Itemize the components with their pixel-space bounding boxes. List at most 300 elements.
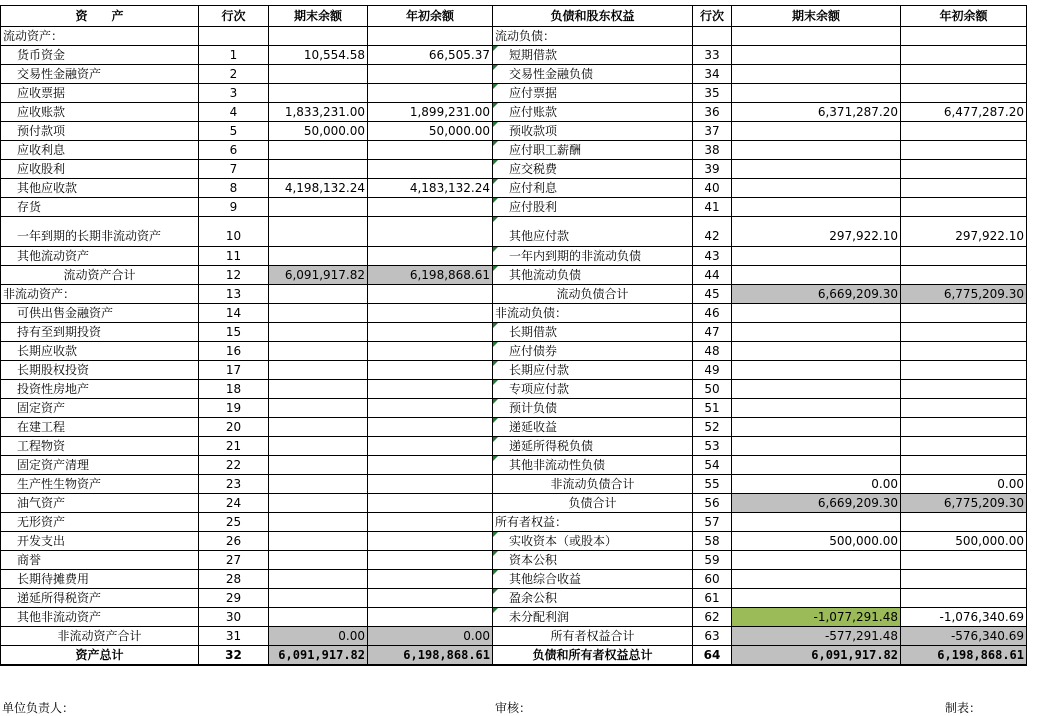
liability-end-balance bbox=[732, 437, 901, 456]
asset-seq: 14 bbox=[199, 304, 269, 323]
liability-begin-balance bbox=[901, 27, 1027, 46]
asset-label: 应收账款 bbox=[1, 103, 199, 122]
asset-seq: 15 bbox=[199, 323, 269, 342]
asset-begin-balance bbox=[368, 589, 493, 608]
liability-end-balance: 6,669,209.30 bbox=[732, 494, 901, 513]
asset-end-balance bbox=[269, 84, 368, 103]
liability-seq: 40 bbox=[693, 179, 732, 198]
asset-label: 商誉 bbox=[1, 551, 199, 570]
liability-label: 一年内到期的非流动负债 bbox=[493, 247, 693, 266]
liability-seq: 50 bbox=[693, 380, 732, 399]
liability-begin-balance bbox=[901, 179, 1027, 198]
asset-seq: 8 bbox=[199, 179, 269, 198]
liability-label: 应交税费 bbox=[493, 160, 693, 179]
liability-label: 应付利息 bbox=[493, 179, 693, 198]
asset-end-balance bbox=[269, 380, 368, 399]
asset-end-balance bbox=[269, 342, 368, 361]
liability-label: 递延收益 bbox=[493, 418, 693, 437]
footer-audit-label: 审核： bbox=[495, 701, 532, 715]
liability-label: 递延所得税负债 bbox=[493, 437, 693, 456]
asset-begin-balance bbox=[368, 247, 493, 266]
liability-label: 应付职工薪酬 bbox=[493, 141, 693, 160]
table-row bbox=[1, 27, 1027, 46]
asset-end-balance bbox=[269, 589, 368, 608]
asset-begin-balance: 6,198,868.61 bbox=[368, 646, 493, 666]
table-row bbox=[1, 198, 1027, 217]
asset-begin-balance bbox=[368, 437, 493, 456]
liability-begin-balance bbox=[901, 304, 1027, 323]
liability-label: 预收款项 bbox=[493, 122, 693, 141]
liability-end-balance: 6,371,287.20 bbox=[732, 103, 901, 122]
liability-seq: 59 bbox=[693, 551, 732, 570]
asset-seq: 11 bbox=[199, 247, 269, 266]
asset-end-balance bbox=[269, 532, 368, 551]
liability-begin-balance: 297,922.10 bbox=[901, 217, 1027, 247]
asset-end-balance bbox=[269, 456, 368, 475]
liability-label: 其他流动负债 bbox=[493, 266, 693, 285]
table-row bbox=[1, 84, 1027, 103]
liability-label: 负债合计 bbox=[493, 494, 693, 513]
asset-end-balance bbox=[269, 141, 368, 160]
asset-begin-balance bbox=[368, 494, 493, 513]
header-seq-right: 行次 bbox=[693, 6, 732, 27]
asset-seq: 30 bbox=[199, 608, 269, 627]
liability-end-balance bbox=[732, 418, 901, 437]
liability-label: 预计负债 bbox=[493, 399, 693, 418]
liability-end-balance bbox=[732, 399, 901, 418]
liability-seq: 49 bbox=[693, 361, 732, 380]
liability-end-balance bbox=[732, 551, 901, 570]
asset-label: 工程物资 bbox=[1, 437, 199, 456]
liability-end-balance bbox=[732, 570, 901, 589]
asset-label: 长期应收款 bbox=[1, 342, 199, 361]
asset-end-balance bbox=[269, 513, 368, 532]
liability-end-balance bbox=[732, 247, 901, 266]
asset-label: 非流动资产： bbox=[1, 285, 199, 304]
asset-begin-balance bbox=[368, 532, 493, 551]
liability-seq: 36 bbox=[693, 103, 732, 122]
liability-label: 未分配利润 bbox=[493, 608, 693, 627]
asset-seq: 19 bbox=[199, 399, 269, 418]
table-row bbox=[1, 570, 1027, 589]
liability-seq: 64 bbox=[693, 646, 732, 666]
asset-begin-balance bbox=[368, 304, 493, 323]
table-row bbox=[1, 247, 1027, 266]
asset-label: 持有至到期投资 bbox=[1, 323, 199, 342]
liability-end-balance: 500,000.00 bbox=[732, 532, 901, 551]
liability-seq: 38 bbox=[693, 141, 732, 160]
liability-seq: 56 bbox=[693, 494, 732, 513]
asset-seq: 9 bbox=[199, 198, 269, 217]
liability-label: 非流动负债： bbox=[493, 304, 693, 323]
asset-begin-balance bbox=[368, 399, 493, 418]
table-row bbox=[1, 141, 1027, 160]
asset-begin-balance bbox=[368, 475, 493, 494]
table-row bbox=[1, 399, 1027, 418]
asset-begin-balance bbox=[368, 551, 493, 570]
asset-seq: 27 bbox=[199, 551, 269, 570]
liability-label: 流动负债： bbox=[493, 27, 693, 46]
asset-begin-balance bbox=[368, 456, 493, 475]
liability-end-balance bbox=[732, 84, 901, 103]
header-end-right: 期末余额 bbox=[732, 6, 901, 27]
asset-seq: 20 bbox=[199, 418, 269, 437]
asset-end-balance bbox=[269, 285, 368, 304]
liability-end-balance bbox=[732, 456, 901, 475]
table-row bbox=[1, 46, 1027, 65]
asset-seq: 28 bbox=[199, 570, 269, 589]
liability-end-balance: -1,077,291.48 bbox=[732, 608, 901, 627]
asset-end-balance bbox=[269, 27, 368, 46]
liability-label: 交易性金融负债 bbox=[493, 65, 693, 84]
asset-end-balance: 50,000.00 bbox=[269, 122, 368, 141]
asset-end-balance: 6,091,917.82 bbox=[269, 646, 368, 666]
asset-seq: 6 bbox=[199, 141, 269, 160]
liability-begin-balance bbox=[901, 247, 1027, 266]
asset-end-balance bbox=[269, 65, 368, 84]
liability-label: 应付股利 bbox=[493, 198, 693, 217]
liability-seq: 53 bbox=[693, 437, 732, 456]
asset-seq: 10 bbox=[199, 217, 269, 247]
asset-begin-balance bbox=[368, 361, 493, 380]
asset-label: 开发支出 bbox=[1, 532, 199, 551]
header-begin-right: 年初余额 bbox=[901, 6, 1027, 27]
header-liab: 负债和股东权益 bbox=[493, 6, 693, 27]
liability-end-balance: 0.00 bbox=[732, 475, 901, 494]
table-row bbox=[1, 551, 1027, 570]
liability-label: 资本公积 bbox=[493, 551, 693, 570]
asset-label: 存货 bbox=[1, 198, 199, 217]
liability-seq: 61 bbox=[693, 589, 732, 608]
asset-label: 长期待摊费用 bbox=[1, 570, 199, 589]
liability-begin-balance bbox=[901, 589, 1027, 608]
asset-label: 油气资产 bbox=[1, 494, 199, 513]
table-row bbox=[1, 437, 1027, 456]
asset-begin-balance bbox=[368, 323, 493, 342]
asset-label: 固定资产 bbox=[1, 399, 199, 418]
liability-label: 应付账款 bbox=[493, 103, 693, 122]
asset-begin-balance bbox=[368, 27, 493, 46]
asset-seq bbox=[199, 27, 269, 46]
asset-end-balance: 0.00 bbox=[269, 627, 368, 646]
asset-seq: 32 bbox=[199, 646, 269, 666]
liability-begin-balance: 500,000.00 bbox=[901, 532, 1027, 551]
liability-end-balance bbox=[732, 342, 901, 361]
liability-end-balance bbox=[732, 179, 901, 198]
table-row bbox=[1, 475, 1027, 494]
liability-begin-balance bbox=[901, 46, 1027, 65]
liability-seq: 60 bbox=[693, 570, 732, 589]
asset-end-balance bbox=[269, 570, 368, 589]
asset-label: 流动资产合计 bbox=[1, 266, 199, 285]
asset-label: 预付款项 bbox=[1, 122, 199, 141]
asset-begin-balance bbox=[368, 285, 493, 304]
asset-begin-balance: 1,899,231.00 bbox=[368, 103, 493, 122]
liability-end-balance bbox=[732, 266, 901, 285]
asset-label: 应收票据 bbox=[1, 84, 199, 103]
asset-label: 其他流动资产 bbox=[1, 247, 199, 266]
header-asset: 资 产 bbox=[1, 6, 199, 27]
asset-begin-balance bbox=[368, 84, 493, 103]
table-row bbox=[1, 65, 1027, 84]
asset-begin-balance bbox=[368, 608, 493, 627]
asset-end-balance bbox=[269, 247, 368, 266]
footer-maker-label: 制表： bbox=[945, 701, 982, 715]
table-row bbox=[1, 494, 1027, 513]
liability-begin-balance bbox=[901, 160, 1027, 179]
asset-label: 固定资产清理 bbox=[1, 456, 199, 475]
asset-begin-balance bbox=[368, 418, 493, 437]
asset-begin-balance: 4,183,132.24 bbox=[368, 179, 493, 198]
asset-seq: 5 bbox=[199, 122, 269, 141]
liability-label: 实收资本（或股本） bbox=[493, 532, 693, 551]
asset-seq: 22 bbox=[199, 456, 269, 475]
table-row bbox=[1, 323, 1027, 342]
table-row bbox=[1, 304, 1027, 323]
liability-begin-balance bbox=[901, 323, 1027, 342]
liability-begin-balance bbox=[901, 551, 1027, 570]
asset-end-balance bbox=[269, 437, 368, 456]
table-row bbox=[1, 160, 1027, 179]
table-row bbox=[1, 646, 1027, 666]
asset-seq: 29 bbox=[199, 589, 269, 608]
table-row bbox=[1, 122, 1027, 141]
asset-end-balance bbox=[269, 323, 368, 342]
liability-begin-balance bbox=[901, 456, 1027, 475]
liability-end-balance: 297,922.10 bbox=[732, 217, 901, 247]
asset-end-balance bbox=[269, 608, 368, 627]
asset-label: 生产性生物资产 bbox=[1, 475, 199, 494]
balance-sheet-table bbox=[0, 5, 1027, 666]
table-row bbox=[1, 342, 1027, 361]
asset-seq: 2 bbox=[199, 65, 269, 84]
liability-end-balance: 6,669,209.30 bbox=[732, 285, 901, 304]
asset-end-balance bbox=[269, 361, 368, 380]
liability-begin-balance: 6,198,868.61 bbox=[901, 646, 1027, 666]
asset-label: 其他非流动资产 bbox=[1, 608, 199, 627]
liability-label: 应付债券 bbox=[493, 342, 693, 361]
table-row bbox=[1, 532, 1027, 551]
asset-begin-balance bbox=[368, 141, 493, 160]
liability-seq: 33 bbox=[693, 46, 732, 65]
asset-end-balance: 10,554.58 bbox=[269, 46, 368, 65]
asset-end-balance bbox=[269, 160, 368, 179]
asset-end-balance: 1,833,231.00 bbox=[269, 103, 368, 122]
liability-end-balance bbox=[732, 304, 901, 323]
asset-label: 应收利息 bbox=[1, 141, 199, 160]
liability-label: 所有者权益合计 bbox=[493, 627, 693, 646]
asset-end-balance: 6,091,917.82 bbox=[269, 266, 368, 285]
liability-seq: 43 bbox=[693, 247, 732, 266]
asset-label: 应收股利 bbox=[1, 160, 199, 179]
liability-seq: 35 bbox=[693, 84, 732, 103]
liability-label: 其他综合收益 bbox=[493, 570, 693, 589]
asset-label: 资产总计 bbox=[1, 646, 199, 666]
liability-begin-balance: 6,775,209.30 bbox=[901, 285, 1027, 304]
asset-begin-balance bbox=[368, 513, 493, 532]
liability-end-balance bbox=[732, 65, 901, 84]
asset-seq: 23 bbox=[199, 475, 269, 494]
asset-seq: 7 bbox=[199, 160, 269, 179]
liability-seq: 46 bbox=[693, 304, 732, 323]
liability-end-balance bbox=[732, 122, 901, 141]
liability-seq: 39 bbox=[693, 160, 732, 179]
liability-begin-balance: -576,340.69 bbox=[901, 627, 1027, 646]
liability-begin-balance bbox=[901, 437, 1027, 456]
liability-end-balance bbox=[732, 513, 901, 532]
table-row bbox=[1, 456, 1027, 475]
table-row bbox=[1, 418, 1027, 437]
liability-label: 长期应付款 bbox=[493, 361, 693, 380]
asset-seq: 31 bbox=[199, 627, 269, 646]
asset-begin-balance: 66,505.37 bbox=[368, 46, 493, 65]
liability-end-balance bbox=[732, 361, 901, 380]
table-row bbox=[1, 217, 1027, 247]
liability-begin-balance bbox=[901, 141, 1027, 160]
liability-end-balance bbox=[732, 46, 901, 65]
liability-seq: 52 bbox=[693, 418, 732, 437]
header-end-left: 期末余额 bbox=[269, 6, 368, 27]
asset-end-balance bbox=[269, 304, 368, 323]
asset-begin-balance: 50,000.00 bbox=[368, 122, 493, 141]
liability-begin-balance bbox=[901, 65, 1027, 84]
asset-begin-balance bbox=[368, 217, 493, 247]
asset-label: 可供出售金融资产 bbox=[1, 304, 199, 323]
liability-begin-balance bbox=[901, 513, 1027, 532]
table-row bbox=[1, 513, 1027, 532]
asset-begin-balance: 6,198,868.61 bbox=[368, 266, 493, 285]
asset-end-balance bbox=[269, 418, 368, 437]
asset-begin-balance bbox=[368, 570, 493, 589]
asset-end-balance bbox=[269, 198, 368, 217]
liability-begin-balance bbox=[901, 342, 1027, 361]
table-row bbox=[1, 266, 1027, 285]
table-row bbox=[1, 361, 1027, 380]
table-row bbox=[1, 285, 1027, 304]
asset-seq: 21 bbox=[199, 437, 269, 456]
liability-seq: 44 bbox=[693, 266, 732, 285]
asset-seq: 1 bbox=[199, 46, 269, 65]
liability-begin-balance bbox=[901, 122, 1027, 141]
header-row bbox=[1, 6, 1027, 27]
asset-seq: 13 bbox=[199, 285, 269, 304]
asset-begin-balance bbox=[368, 380, 493, 399]
asset-begin-balance bbox=[368, 198, 493, 217]
liability-seq: 34 bbox=[693, 65, 732, 84]
liability-begin-balance bbox=[901, 570, 1027, 589]
liability-begin-balance bbox=[901, 399, 1027, 418]
liability-label: 流动负债合计 bbox=[493, 285, 693, 304]
table-row bbox=[1, 589, 1027, 608]
header-begin-left: 年初余额 bbox=[368, 6, 493, 27]
liability-end-balance bbox=[732, 323, 901, 342]
liability-begin-balance bbox=[901, 361, 1027, 380]
signature-footer bbox=[0, 699, 1038, 715]
footer-head-label: 单位负责人： bbox=[2, 701, 75, 715]
asset-begin-balance: 0.00 bbox=[368, 627, 493, 646]
liability-label: 其他非流动性负债 bbox=[493, 456, 693, 475]
table-row bbox=[1, 103, 1027, 122]
liability-label: 专项应付款 bbox=[493, 380, 693, 399]
asset-label: 流动资产： bbox=[1, 27, 199, 46]
asset-end-balance: 4,198,132.24 bbox=[269, 179, 368, 198]
liability-end-balance bbox=[732, 141, 901, 160]
liability-begin-balance: 6,775,209.30 bbox=[901, 494, 1027, 513]
asset-seq: 17 bbox=[199, 361, 269, 380]
liability-end-balance bbox=[732, 589, 901, 608]
header-seq-left: 行次 bbox=[199, 6, 269, 27]
asset-begin-balance bbox=[368, 65, 493, 84]
asset-begin-balance bbox=[368, 342, 493, 361]
asset-seq: 18 bbox=[199, 380, 269, 399]
asset-label: 递延所得税资产 bbox=[1, 589, 199, 608]
liability-end-balance bbox=[732, 160, 901, 179]
liability-begin-balance: 6,477,287.20 bbox=[901, 103, 1027, 122]
asset-seq: 12 bbox=[199, 266, 269, 285]
liability-seq: 55 bbox=[693, 475, 732, 494]
asset-label: 投资性房地产 bbox=[1, 380, 199, 399]
liability-label: 应付票据 bbox=[493, 84, 693, 103]
asset-end-balance bbox=[269, 475, 368, 494]
liability-begin-balance bbox=[901, 84, 1027, 103]
liability-seq: 54 bbox=[693, 456, 732, 475]
liability-end-balance bbox=[732, 27, 901, 46]
asset-seq: 24 bbox=[199, 494, 269, 513]
asset-label: 一年到期的长期非流动资产 bbox=[1, 217, 199, 247]
table-row bbox=[1, 608, 1027, 627]
liability-label: 非流动负债合计 bbox=[493, 475, 693, 494]
liability-end-balance bbox=[732, 380, 901, 399]
liability-begin-balance: 0.00 bbox=[901, 475, 1027, 494]
asset-seq: 16 bbox=[199, 342, 269, 361]
liability-seq: 47 bbox=[693, 323, 732, 342]
asset-seq: 25 bbox=[199, 513, 269, 532]
asset-end-balance bbox=[269, 551, 368, 570]
liability-end-balance: -577,291.48 bbox=[732, 627, 901, 646]
asset-label: 无形资产 bbox=[1, 513, 199, 532]
liability-seq: 58 bbox=[693, 532, 732, 551]
asset-end-balance bbox=[269, 217, 368, 247]
asset-label: 其他应收款 bbox=[1, 179, 199, 198]
liability-label: 盈余公积 bbox=[493, 589, 693, 608]
liability-begin-balance bbox=[901, 418, 1027, 437]
liability-seq: 45 bbox=[693, 285, 732, 304]
asset-seq: 3 bbox=[199, 84, 269, 103]
asset-seq: 4 bbox=[199, 103, 269, 122]
asset-label: 在建工程 bbox=[1, 418, 199, 437]
asset-label: 货币资金 bbox=[1, 46, 199, 65]
liability-label: 其他应付款 bbox=[493, 217, 693, 247]
asset-begin-balance bbox=[368, 160, 493, 179]
liability-end-balance: 6,091,917.82 bbox=[732, 646, 901, 666]
asset-end-balance bbox=[269, 494, 368, 513]
liability-seq: 51 bbox=[693, 399, 732, 418]
asset-label: 长期股权投资 bbox=[1, 361, 199, 380]
asset-label: 交易性金融资产 bbox=[1, 65, 199, 84]
liability-label: 短期借款 bbox=[493, 46, 693, 65]
liability-seq: 63 bbox=[693, 627, 732, 646]
liability-seq: 62 bbox=[693, 608, 732, 627]
liability-label: 负债和所有者权益总计 bbox=[493, 646, 693, 666]
liability-seq: 57 bbox=[693, 513, 732, 532]
liability-end-balance bbox=[732, 198, 901, 217]
table-row bbox=[1, 179, 1027, 198]
table-row bbox=[1, 627, 1027, 646]
table-body bbox=[1, 6, 1027, 666]
liability-seq: 48 bbox=[693, 342, 732, 361]
asset-end-balance bbox=[269, 399, 368, 418]
liability-seq: 41 bbox=[693, 198, 732, 217]
